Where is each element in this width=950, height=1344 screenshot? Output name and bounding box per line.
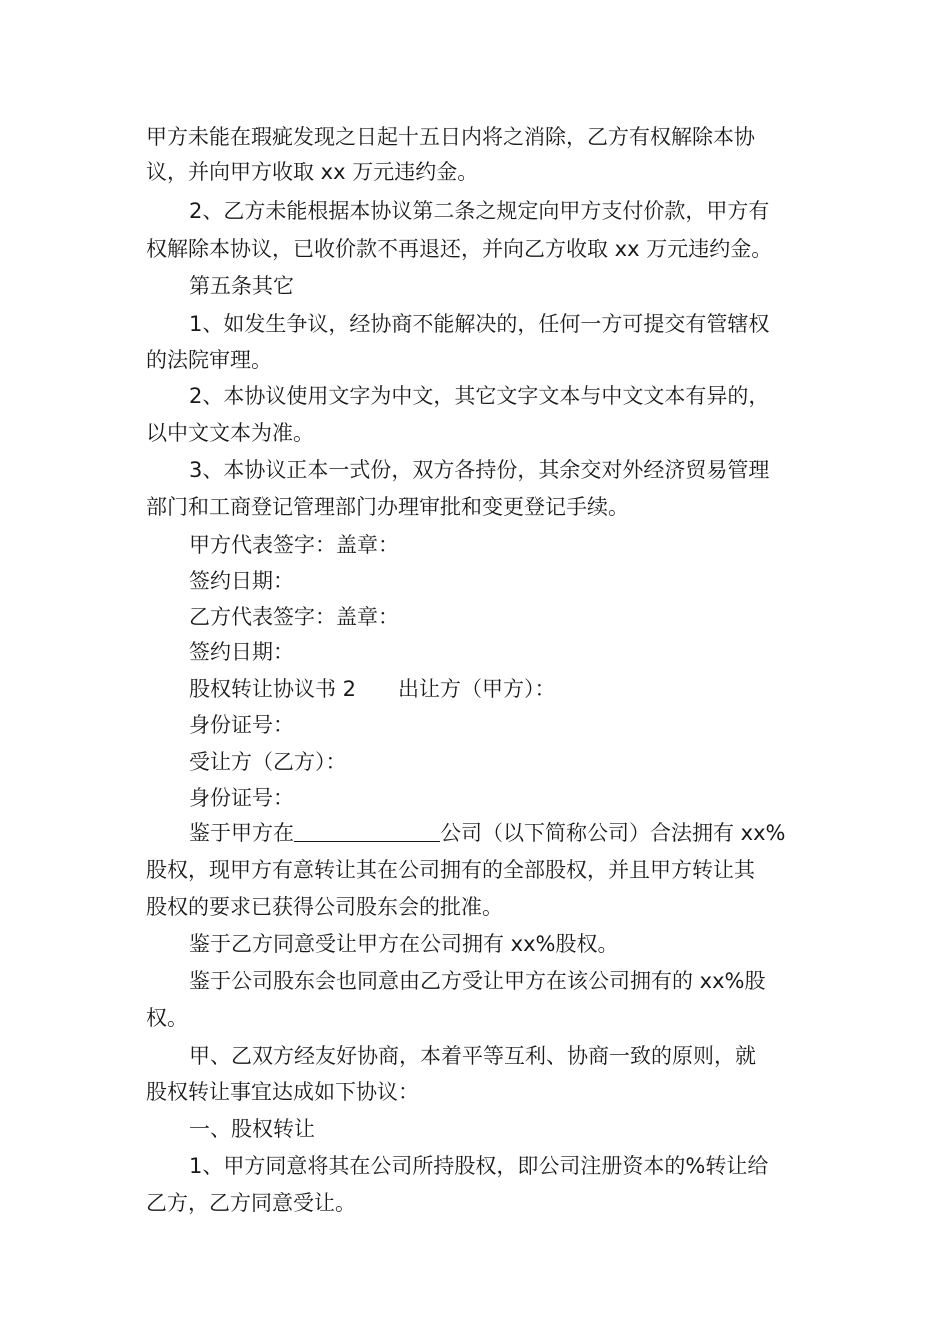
id-number-line: 身份证号：: [189, 786, 294, 810]
agreement-title-line: [189, 674, 556, 704]
text-line: 2、本协议使用文字为中文，其它文字文本与中文文本有异的，: [189, 384, 770, 408]
text-line: 1、如发生争议，经协商不能解决的，任何一方可提交有管辖权: [189, 312, 770, 336]
signature-line-party-a: 甲方代表签字：盖章：: [189, 533, 399, 557]
text-line: 的法院审理。: [146, 348, 272, 372]
text-line: 议，并向甲方收取 xx 万元违约金。: [146, 160, 479, 184]
text-line: 股权转让事宜达成如下协议：: [146, 1080, 419, 1104]
text-line: 以中文文本为准。: [146, 421, 314, 445]
agreement-title: 股权转让协议书 2: [189, 677, 357, 701]
text-line: 乙方，乙方同意受让。: [146, 1191, 356, 1215]
text-line: 部门和工商登记管理部门办理审批和变更登记手续。: [146, 495, 629, 519]
signing-date-line: 签约日期：: [189, 640, 294, 664]
text-line: 股权，现甲方有意转让其在公司拥有的全部股权，并且甲方转让其: [146, 858, 755, 882]
text-line: 鉴于乙方同意受让甲方在公司拥有 xx%股权。: [189, 932, 619, 956]
section-heading: 第五条其它: [189, 274, 294, 298]
signature-line-party-b: 乙方代表签字：盖章：: [189, 605, 399, 629]
text-line: 1、甲方同意将其在公司所持股权，即公司注册资本的%转让给: [189, 1154, 769, 1178]
text-line: 权。: [146, 1006, 188, 1030]
transferor-label: 出让方（甲方）：: [398, 677, 556, 701]
text-line: 2、乙方未能根据本协议第二条之规定向甲方支付价款，甲方有: [189, 199, 770, 223]
text-line: 权解除本协议，已收价款不再退还，并向乙方收取 xx 万元违约金。: [146, 237, 773, 261]
text-line: 股权的要求已获得公司股东会的批准。: [146, 895, 503, 919]
id-number-line: 身份证号：: [189, 713, 294, 737]
text-line: 甲、乙双方经友好协商，本着平等互利、协商一致的原则，就: [189, 1044, 756, 1068]
text-line: 3、本协议正本一式份，双方各持份，其余交对外经济贸易管理: [189, 458, 770, 482]
section-heading: 一、股权转让: [189, 1117, 315, 1141]
transferee-line: 受让方（乙方）：: [189, 750, 347, 774]
company-name-blank: [294, 819, 440, 842]
signing-date-line: 签约日期：: [189, 569, 294, 593]
text-line: 甲方未能在瑕疵发现之日起十五日内将之消除，乙方有权解除本协: [146, 125, 755, 149]
text-line: 鉴于公司股东会也同意由乙方受让甲方在该公司拥有的 xx%股: [189, 969, 766, 993]
text-line: 鉴于甲方在 公司（以下简称公司）合法拥有 xx%: [189, 821, 786, 845]
